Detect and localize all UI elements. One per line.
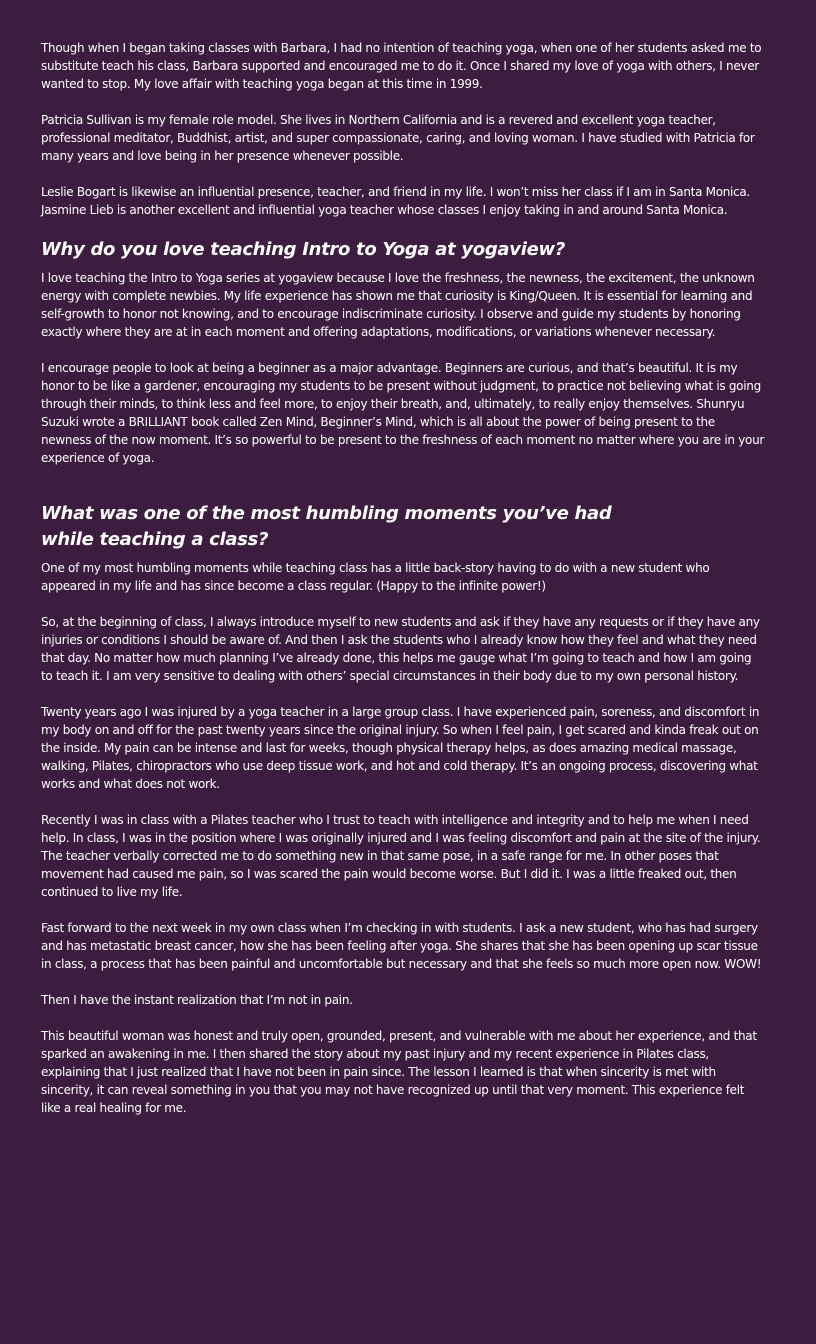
article-body <box>41 39 765 1135</box>
intro-paragraph-1: Though when I began taking classes with Barbara, I had no intention of teaching yoga, when one of her students asked me to substitute teach his class, Barbara supported and encouraged me to do it. Once I shared my love of yoga with others, I never wanted to stop. My love affair with teaching yoga began at this time in 1999. <box>41 41 762 91</box>
section-heading-intro-to-yoga: Why do you love teaching Intro to Yoga at yogaview? <box>41 239 565 260</box>
section2-paragraph-1: One of my most humbling moments while teaching class has a little back-story having to do with a new student who appeared in my life and has since become a class regular. (Happy to the infinite power!) <box>41 561 710 593</box>
section1-paragraph-2: I encourage people to look at being a beginner as a major advantage. Beginners are curious, and that’s beautiful. It is my honor to be like a gardener, encouraging my students to be present without judgment, to practice not believing what is going through their minds, to think less and feel more, to enjoy their breath, and, ultimately, to really enjoy themselves. Shunryu Suzuki wrote a BRILLIANT book called Zen Mind, Beginner’s Mind, which is all about the power of being present to the newness of the now moment. It’s so powerful to be present to the freshness of each moment no matter where you are in your experience of yoga. <box>41 361 765 465</box>
section2-paragraph-5: Fast forward to the next week in my own class when I’m checking in with students. I ask a new student, who has had surgery and has metastatic breast cancer, how she has been feeling after yoga. She shares that she has been opening up scar tissue in class, a process that has been painful and uncomfortable but necessary and that she feels so much more open now. WOW! <box>41 921 762 971</box>
section1-paragraph-1: I love teaching the Intro to Yoga series at yogaview because I love the freshness, the newness, the excitement, the unknown energy with complete newbies. My life experience has shown me that curiosity is King/Queen. It is essential for learning and self-growth to honor not knowing, and to encourage indiscriminate curiosity. I observe and guide my students by honoring exactly where they are at in each moment and offering adaptations, modifications, or variations whenever necessary. <box>41 271 755 339</box>
section-heading-humbling-moment: What was one of the most humbling moments you’ve had while teaching a class? <box>41 503 612 550</box>
intro-paragraph-3: Leslie Bogart is likewise an influential presence, teacher, and friend in my life. I won’t miss her class if I am in Santa Monica. Jasmine Lieb is another excellent and influential yoga teacher whose classes I enjoy taking in and around Santa Monica. <box>41 185 750 217</box>
section2-paragraph-6: Then I have the instant realization that I’m not in pain. <box>41 993 353 1007</box>
section2-paragraph-2: So, at the beginning of class, I always introduce myself to new students and ask if they have any requests or if they have any injuries or conditions I should be aware of. And then I ask the students who I already know how they feel and what they need that day. No matter how much planning I’ve already done, this helps me gauge what I’m going to teach and how I am going to teach it. I am very sensitive to dealing with others’ special circumstances in their body due to my own personal history. <box>41 615 760 683</box>
section2-paragraph-4: Recently I was in class with a Pilates teacher who I trust to teach with intelligence and integrity and to help me when I need help. In class, I was in the position where I was originally injured and I was feeling discomfort and pain at the site of the injury. The teacher verbally corrected me to do something new in that same pose, in a safe range for me. In other poses that movement had caused me pain, so I was scared the pain would become worse. But I did it. I was a little freaked out, then continued to live my life. <box>41 813 761 899</box>
section2-paragraph-7: This beautiful woman was honest and truly open, grounded, present, and vulnerable with me about her experience, and that sparked an awakening in me. I then shared the story about my past injury and my recent experience in Pilates class, explaining that I just realized that I have not been in pain since. The lesson I learned is that when sincerity is met with sincerity, it can reveal something in you that you may not have recognized up until that very moment. This experience felt like a real healing for me. <box>41 1029 757 1115</box>
section2-paragraph-3: Twenty years ago I was injured by a yoga teacher in a large group class. I have experienced pain, soreness, and discomfort in my body on and off for the past twenty years since the original injury. So when I feel pain, I get scared and kinda freak out on the inside. My pain can be intense and last for weeks, though physical therapy helps, as does amazing medical massage, walking, Pilates, chiropractors who use deep tissue work, and hot and cold therapy. It’s an ongoing process, discovering what works and what does not work. <box>41 705 760 791</box>
intro-paragraph-2: Patricia Sullivan is my female role model. She lives in Northern California and is a revered and excellent yoga teacher, professional meditator, Buddhist, artist, and super compassionate, caring, and loving woman. I have studied with Patricia for many years and love being in her presence whenever possible. <box>41 113 755 163</box>
